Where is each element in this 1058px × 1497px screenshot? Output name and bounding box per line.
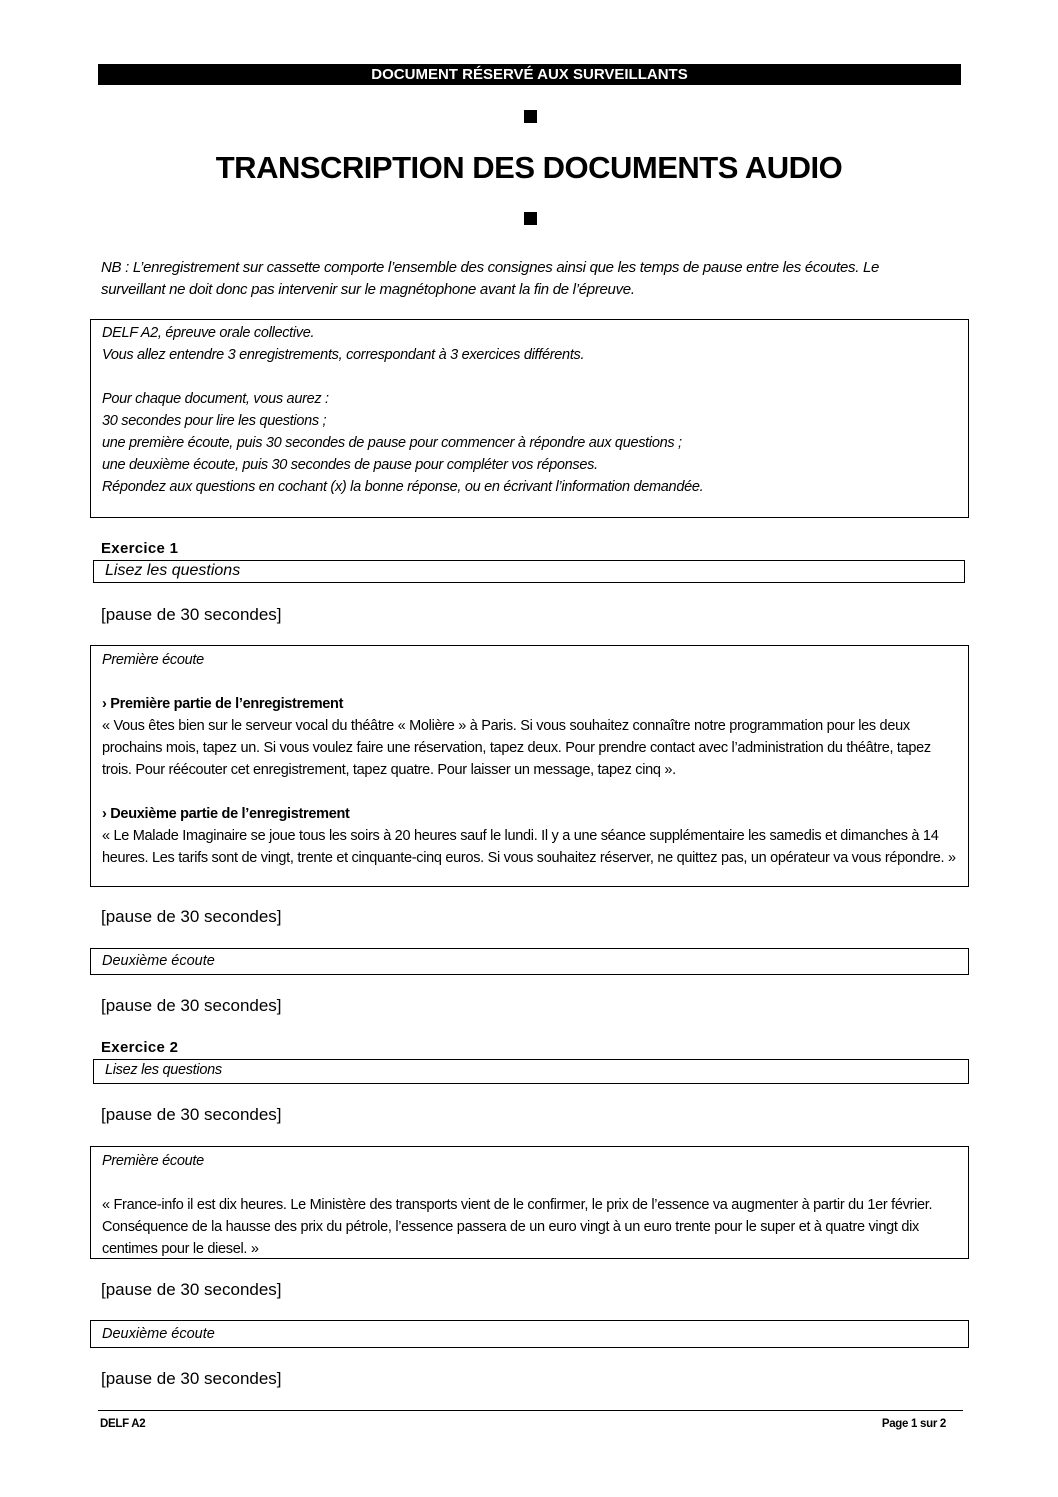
exercise2-pause-2: [pause de 30 secondes]: [101, 1280, 282, 1299]
exercise2-pause-1: [pause de 30 secondes]: [101, 1105, 282, 1124]
instructions-line: une deuxième écoute, puis 30 secondes de pause pour compléter vos réponses.: [102, 457, 598, 473]
exercise1-first-listen-box: [90, 645, 969, 887]
exercise2-second-listen-box: [90, 1320, 969, 1348]
instructions-line: Vous allez entendre 3 enregistrements, correspondant à 3 exercices différents.: [102, 347, 585, 363]
instructions-line: Répondez aux questions en cochant (x) la bonne réponse, ou en écrivant l’information demandée.: [102, 479, 704, 495]
page-title: TRANSCRIPTION DES DOCUMENTS AUDIO: [215, 150, 843, 185]
exercise1-part2-text: « Le Malade Imaginaire se joue tous les soirs à 20 heures sauf le lundi. Il y a une séance supplémentaire les samedis et dimanches à 14 heures. Les tarifs sont de vingt, trente et cinquante-cinq euros. Si vous souhaitez réserver, ne quittez pas, un opérateur va vous répondre. »: [102, 828, 956, 866]
exercise1-part1-heading: › Première partie de l’enregistrement: [102, 696, 344, 712]
instructions-box: [90, 319, 969, 518]
exercise1-pause-3: [pause de 30 secondes]: [101, 996, 282, 1015]
exercise1-title: Exercice 1: [101, 540, 179, 557]
exercise2-text: « France-info il est dix heures. Le Ministère des transports vient de le confirmer, le prix de l’essence va augmenter à partir du 1er février. Conséquence de la hausse des prix du pétrole, l’essence passera de un euro vingt à un euro trente pour le super et à quatre vingt dix centimes pour le diesel. »: [102, 1197, 933, 1257]
exercise1-first-listen-label: Première écoute: [102, 652, 204, 668]
exercise1-part1-text: « Vous êtes bien sur le serveur vocal du théâtre « Molière » à Paris. Si vous souhaitez connaître notre programmation pour les deux prochains mois, tapez un. Si vous voulez faire une réservation, tapez deux. Pour prendre contact avec l’administration du théâtre, tapez trois. Pour réécouter cet enregistrement, tapez quatre. Pour laisser un message, tapez cinq ».: [102, 718, 931, 778]
footer-divider: [98, 1410, 963, 1411]
footer-left: DELF A2: [100, 1418, 146, 1430]
footer-page-number: Page 1 sur 2: [881, 1418, 946, 1430]
exercise1-second-listen-box: [90, 948, 969, 975]
exercise1-pause-2: [pause de 30 secondes]: [101, 907, 282, 926]
instructions-line: une première écoute, puis 30 secondes de pause pour commencer à répondre aux questions ;: [102, 435, 682, 451]
exercise2-first-listen-box: [90, 1146, 969, 1259]
exercise1-part2-heading: › Deuxième partie de l’enregistrement: [102, 806, 350, 822]
exercise1-pause-1: [pause de 30 secondes]: [101, 605, 282, 624]
exercise2-second-listen-label: Deuxième écoute: [102, 1326, 215, 1342]
decorative-square-bottom: [524, 212, 537, 225]
exercise2-first-listen-label: Première écoute: [102, 1153, 204, 1169]
decorative-square-top: [524, 110, 537, 123]
exercise2-read-questions: Lisez les questions: [105, 1062, 222, 1078]
instructions-line: 30 secondes pour lire les questions ;: [102, 413, 327, 429]
exercise2-read-questions-box: [93, 1059, 969, 1084]
reserved-banner: DOCUMENT RÉSERVÉ AUX SURVEILLANTS: [98, 64, 961, 85]
exercise2-title: Exercice 2: [101, 1039, 179, 1056]
exercise1-read-questions-box: [93, 560, 965, 583]
nb-note: NB : L’enregistrement sur cassette comporte l’ensemble des consignes ainsi que les temps de pause entre les écoutes. Le surveillant ne doit donc pas intervenir sur le magnétophone avant la fin de l’épreuve.: [101, 259, 880, 298]
instructions-line: Pour chaque document, vous aurez :: [102, 391, 329, 407]
exercise2-pause-3: [pause de 30 secondes]: [101, 1369, 282, 1388]
exercise1-read-questions: Lisez les questions: [105, 562, 241, 579]
exercise1-second-listen-label: Deuxième écoute: [102, 953, 215, 969]
instructions-line: DELF A2, épreuve orale collective.: [102, 325, 315, 341]
